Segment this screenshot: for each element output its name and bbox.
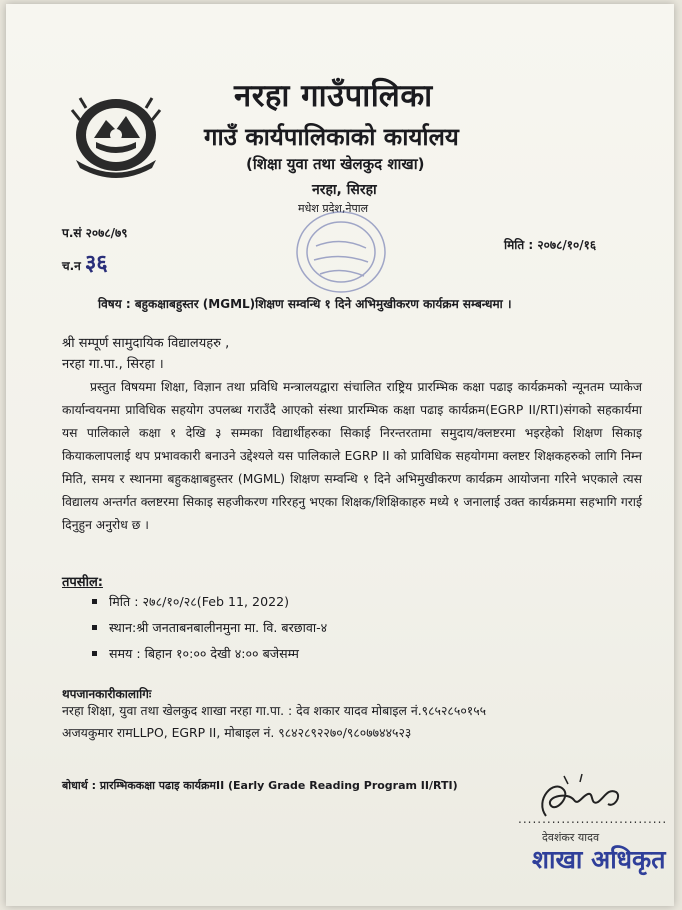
office-stamp-icon <box>276 196 406 304</box>
letter-date: मिति : २०७८/१०/१६ <box>504 238 597 252</box>
letter-body-text: प्रस्तुत विषयमा शिक्षा, विज्ञान तथा प्रविधि मन्त्रालयद्वारा संचालित राष्ट्रिय प्रारम्भिक कक्षा पढाइ कार्यक्रमको न्यूनतम प्याकेज कार्यान्वयनमा प्राविधिक सहयोग उपलब्ध गराउँदै आएको संस्था प्रारम्भिक कक्षा पढाइ कार्यक्रम(EGRP II/RTI)संगको सहकार्यमा यस पालिकाले कक्षा १ देखि ३ सम्मका विद्यार्थीहरुका सिकाई निरन्तरतामा समुदाय/क्लष्टरमा भइरहेको शिक्षण सिकाइ कियाकलापलाई थप प्रभावकारी बनाउने उद्देश्यले यस पालिकाले EGRP II को प्राविधिक सहयोगमा क्लष्टर शिक्षकहरुको लागि निम्न मिति, समय र स्थानमा बहुकक्षाबहुस्तर (MGML) शिक्षण सम्वन्धि १ दिने अभिमुखीकरण कार्यक्रम आयोजना गरिने भएकाले त्यस विद्यालय अन्तर्गत क्लष्टरमा सिकाइ सहजीकरण गरिरहनु भएका शिक्षक/शिक्षिकाहरु मध्ये १ जनालाई उक्त कार्यक्रममा सहभागि गराई दिनुहुन अनुरोध छ । <box>62 380 642 532</box>
municipality-name: नरहा गाउँपालिका <box>234 78 433 114</box>
details-item-date <box>92 588 327 614</box>
contact-line-1: नरहा शिक्षा, युवा तथा खेलकुद शाखा नरहा गा.पा. : देव शकार यादव मोबाइल नं.९८५२८५०१५५ <box>62 703 487 718</box>
details-item-time <box>92 640 327 666</box>
addressee-line-1: श्री सम्पूर्ण सामुदायिक विद्यालयहरु , <box>62 336 230 351</box>
details-item-text: समय : बिहान १०:०० देखी ४:०० बजेसम्म <box>109 645 299 661</box>
details-item-text: मिति : २७८/१०/२८(Feb 11, 2022) <box>109 593 290 609</box>
letter-body <box>62 376 642 537</box>
signatory-title: शाखा अधिकृत <box>532 845 666 874</box>
contact-line-2: अजयकुमार रामLLPO, EGRP II, मोबाइल नं. ९८४२८९२२७०/९८०७७४४५२३ <box>62 725 412 740</box>
office-location: नरहा, सिरहा <box>312 182 377 198</box>
dispatch-number-label: च.न <box>62 259 81 273</box>
office-province: मधेश प्रदेश,नेपाल <box>298 202 369 215</box>
bullet-icon <box>92 599 97 604</box>
section-name: (शिक्षा युवा तथा खेलकुद शाखा) <box>246 155 425 173</box>
signature-line: ............................... <box>518 812 668 826</box>
reference-number: प.सं २०७८/७९ <box>62 226 128 240</box>
office-name: गाउँ कार्यपालिकाको कार्यालय <box>204 123 459 151</box>
government-emblem-icon <box>66 90 166 180</box>
details-item-venue <box>92 614 327 640</box>
dispatch-number-value: ३६ <box>84 250 108 276</box>
addressee-line-2: नरहा गा.पा., सिरहा । <box>62 357 164 372</box>
details-list <box>92 588 327 666</box>
details-title: तपसील: <box>62 575 103 590</box>
cc-note: बोधार्थ : प्रारम्भिककक्षा पढाइ कार्यक्रमII (Early Grade Reading Program II/RTI) <box>62 779 458 792</box>
more-info-title: थपजानकारीकालागिः <box>62 687 152 701</box>
signatory-name: देवशंकर यादव <box>542 831 600 844</box>
letter-page <box>6 4 674 906</box>
bullet-icon <box>92 625 97 630</box>
details-item-text: स्थान:श्री जनताबनबालीनमुना मा. वि. बरछावा-४ <box>109 619 328 635</box>
dispatch-number <box>62 247 108 277</box>
letter-subject: विषय : बहुकक्षाबहुस्तर (MGML)शिक्षण सम्वन्धि १ दिने अभिमुखीकरण कार्यक्रम सम्बन्धमा । <box>98 297 512 311</box>
bullet-icon <box>92 651 97 656</box>
